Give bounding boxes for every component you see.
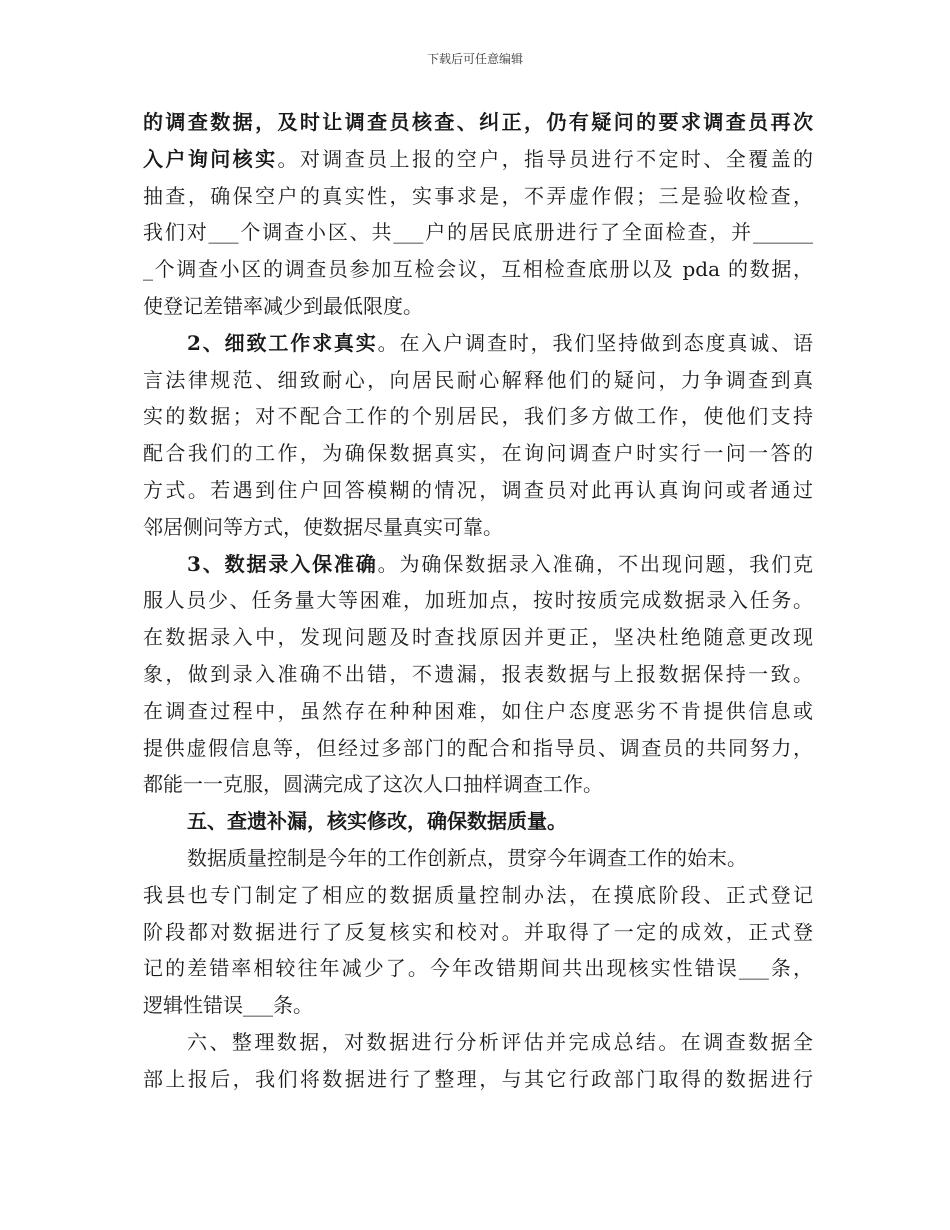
text-line: 配合我们的工作，为确保数据真实，在询问调查户时实行一问一答的 xyxy=(143,441,813,466)
text-line xyxy=(143,546,813,583)
section-heading-5 xyxy=(143,803,813,840)
text-line: 言法律规范、细致耐心，向居民耐心解释他们的疑问，力争调查到真 xyxy=(143,367,813,392)
text-line: 我县也专门制定了相应的数据质量控制办法，在摸底阶段、正式登记 xyxy=(143,882,813,907)
subheading-detailed-work: 2、细致工作求真实 xyxy=(187,330,378,355)
text-line: 在数据录入中，发现问题及时查找原因并更正，坚决杜绝随意更改现 xyxy=(143,625,813,650)
body-text: 。在入户调查时，我们坚持做到态度真诚、语 xyxy=(377,330,813,355)
heading-text: 五、查遗补漏，核实修改，确保数据质量。 xyxy=(187,809,567,834)
document-body xyxy=(143,104,813,1098)
paragraph-1 xyxy=(143,104,813,325)
text-line: 阶段都对数据进行了反复核实和校对。并取得了一定的成效，正式登 xyxy=(143,919,813,944)
text-line: 服人员少、任务量大等困难，加班加点，按时按质完成数据录入任务。 xyxy=(143,588,813,613)
text-line: 记的差错率相较往年减少了。今年改错期间共出现核实性错误___条， xyxy=(143,956,813,981)
text-line: 邻居侧问等方式，使数据尽量真实可靠。 xyxy=(143,514,503,539)
text-line: 我们对___个调查小区、共___户的居民底册进行了全面检查，并______ xyxy=(143,220,813,245)
bold-text: 的调查数据，及时让调查员核查、纠正，仍有疑问的要求调查员再次 xyxy=(143,110,813,134)
text-line: 在调查过程中，虽然存在种种困难，如住户态度恶劣不肯提供信息或 xyxy=(143,698,813,723)
text-line: 部上报后，我们将数据进行了整理，与其它行政部门取得的数据进行 xyxy=(143,1066,813,1091)
text-line xyxy=(143,325,813,362)
paragraph-6 xyxy=(143,1024,813,1098)
text-line xyxy=(143,104,813,141)
text-line: 提供虚假信息等，但经过多部门的配合和指导员、调查员的共同努力， xyxy=(143,735,813,760)
paragraph-2 xyxy=(143,325,813,546)
text-line: 使登记差错率减少到最低限度。 xyxy=(143,293,423,318)
text-line: _个调查小区的调查员参加互检会议，互相检查底册以及 pda 的数据， xyxy=(143,257,813,282)
body-text: 。为确保数据录入准确，不出现问题，我们克 xyxy=(377,551,813,576)
text-line: 象，做到录入准确不出错，不遗漏，报表数据与上报数据保持一致。 xyxy=(143,661,813,686)
body-text: 。对调查员上报的空户，指导员进行不定时、全覆盖的 xyxy=(277,146,813,171)
text-line: 抽查，确保空户的真实性，实事求是，不弄虚作假；三是验收检查， xyxy=(143,183,813,208)
text-line: 方式。若遇到住户回答模糊的情况，调查员对此再认真询问或者通过 xyxy=(143,477,813,502)
bold-text: 入户询问核实 xyxy=(143,146,278,171)
subheading-data-entry: 3、数据录入保准确 xyxy=(187,551,378,576)
paragraph-3 xyxy=(143,546,813,804)
text-line: 数据质量控制是今年的工作创新点，贯穿今年调查工作的始末。 xyxy=(187,845,747,870)
text-line: 逻辑性错误___条。 xyxy=(143,993,313,1018)
text-line: 实的数据；对不配合工作的个别居民，我们多方做工作，使他们支持 xyxy=(143,404,813,429)
paragraph-5 xyxy=(143,840,813,1024)
text-line: 都能一一克服，圆满完成了这次人口抽样调查工作。 xyxy=(143,772,603,797)
text-line xyxy=(143,141,813,178)
text-line: 六、整理数据，对数据进行分析评估并完成总结。在调查数据全 xyxy=(187,1029,813,1054)
page-header: 下载后可任意编辑 xyxy=(426,52,523,66)
